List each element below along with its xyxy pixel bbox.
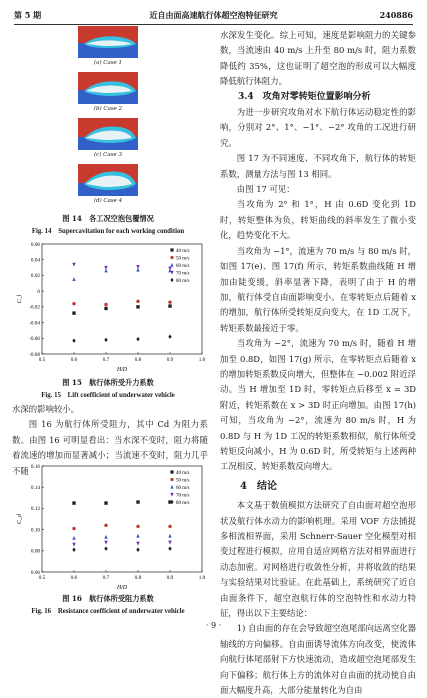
fig16-point — [72, 543, 75, 547]
fig16-point — [72, 527, 75, 530]
fig16-point — [72, 536, 75, 540]
paragraph: 本文基于数值模拟方法研究了自由面对超空泡形状及航行体水动力的影响机理。采用 VOF 方法捕捉多相流相界面，采用 Schnerr-Sauer 空化模型对相变过程进行模拟，应用自适应网格方法对相界面进行动态加密。对网格进行收敛性分析，并将收敛的结果与实验结果对比验证。在此基础上，系统研究了近自由面条件下，超空泡航行体的空泡特性和水动力特征，得出以下主要结论： — [220, 500, 416, 619]
paragraph: 为进一步研究攻角对水下航行体运动稳定性的影响，分别对 2°、1°、−1°、−2° 攻角的工况进行研究。 — [220, 107, 416, 148]
fig15-lift-chart — [16, 240, 206, 374]
right-column-text — [220, 28, 416, 698]
fig16-legend-label: 50 m/s — [176, 478, 190, 484]
fig16-legend-label: 80 m/s — [176, 501, 190, 506]
fig16-y-tick-label: 0.16 — [30, 463, 40, 470]
fig16-caption-cn: 图 16 航行体所受阻力系数 — [62, 594, 154, 603]
fig15-point — [136, 305, 139, 308]
fig16-x-tick-label: 1.0 — [198, 575, 206, 581]
header-rule — [14, 24, 413, 25]
fig15-x-tick-label: 1.0 — [198, 357, 206, 363]
fig16-y-tick-label: 0.10 — [30, 527, 40, 534]
paragraph: 当攻角为 2° 和 1°，H 由 0.6D 变化到 1D 时，转矩整体为负，转矩曲线的斜率发生了微小变化，趋势变化不大。 — [220, 199, 416, 241]
fig16-y-tick-label: 0.14 — [30, 485, 40, 491]
fig16-legend-marker — [170, 478, 173, 481]
fig15-x-tick-label: 0.8 — [134, 357, 142, 363]
fig15-point — [168, 304, 171, 307]
fig16-y-tick-label: 0.06 — [30, 569, 40, 576]
fig15-point — [104, 266, 107, 270]
fig16-legend-marker — [170, 493, 173, 497]
fig15-caption-cn: 图 15 航行体所受升力系数 — [62, 378, 154, 387]
paragraph: 当攻角为 −1°，流速为 70 m/s 与 80 m/s 时，如图 17(e)、图 17(f) 所示，转矩系数曲线随 H 增加由陡变缓，斜率显著下降，表明了由于 H 的增加，航行体受自由面影响变小。在零转矩点后随着 x 的增加，航行体所受转矩反向变大，在 1D 工况下，转矩系数最接近于零。 — [220, 245, 416, 333]
paragraph: 水深的影响较小。 — [12, 404, 79, 414]
fig16-x-tick-label: 0.6 — [70, 575, 78, 581]
fig15-point — [72, 338, 75, 342]
fig15-point — [136, 300, 139, 303]
fig16-point — [136, 534, 139, 538]
case-1-image — [78, 26, 138, 58]
fig16-point — [104, 501, 107, 504]
fig15-point — [104, 307, 107, 310]
fig15-legend-marker — [170, 278, 173, 282]
fig16-point — [104, 546, 107, 550]
section-heading-4: 4 结论 — [240, 480, 277, 492]
paragraph: 1) 自由面的存在会导致超空泡尾部向远离空化器轴线的方向偏移。自由面诱导流体方向改变，使流体向航行体尾部射下方快速流动，造成超空泡尾部发生向下偏移；航行体上方的流体对自由面的扰动使自由面大幅度升高，大部分能量转化为自由 — [220, 623, 416, 696]
fig15-x-tick-label: 0.9 — [166, 357, 174, 363]
fig15-x-axis-label: H/D — [117, 367, 127, 373]
fig15-legend-marker — [170, 248, 173, 251]
fig16-x-axis-label: H/D — [117, 585, 127, 591]
paragraph: 图 17 为不同速度、不同攻角下，航行体的转矩系数，测量方法与图 13 相同。 — [220, 153, 416, 179]
section-heading-3-4: 3.4 攻角对零转矩位置影响分析 — [238, 91, 371, 102]
fig16-legend-label: 70 m/s — [176, 493, 190, 499]
fig15-point — [72, 311, 75, 314]
fig16-point — [168, 525, 171, 528]
fig15-point — [72, 263, 75, 267]
fig16-point — [136, 548, 139, 552]
fig15-legend-label: 80 m/s — [176, 279, 190, 284]
fig15-x-tick-label: 0.5 — [38, 357, 46, 363]
fig15-point — [168, 267, 171, 271]
fig16-x-tick-label: 0.5 — [38, 575, 46, 581]
running-title: 近自由面高速航行体超空泡特征研究 — [149, 10, 278, 20]
paragraph: 由图 17 可见： — [236, 184, 295, 195]
fig15-legend-label: 40 m/s — [176, 249, 190, 254]
fig15-x-tick-label: 0.7 — [102, 357, 110, 363]
fig16-resistance-chart — [16, 462, 206, 592]
fig15-y-tick-label: 0 — [37, 288, 40, 295]
fig16-point — [104, 535, 107, 539]
fig15-legend-label: 60 m/s — [176, 264, 190, 269]
page-number: · 9 · — [205, 621, 222, 630]
fig15-y-tick-label: 0.02 — [30, 273, 40, 280]
fig15-point — [104, 303, 107, 306]
fig15-point — [136, 265, 139, 269]
case-4-label: (d) Case 4 — [93, 198, 123, 204]
fig15-point — [72, 277, 75, 281]
fig15-y-tick-label: 0.06 — [30, 241, 40, 248]
fig15-point — [168, 300, 171, 303]
cavity-images — [78, 26, 138, 212]
fig14-caption-cn: 图 14 各工况空泡包覆情况 — [62, 214, 154, 223]
fig16-legend-label: 60 m/s — [176, 486, 190, 491]
paragraph: 当攻角为 −2°，流速为 70 m/s 时，随着 H 增加至 0.8D，如图 17(g) 所示，在零转矩点后随着 x 的增加转矩系数反向增大，但整体在 −0.002 附近浮动。当 H 增加至 1D 时，零转矩点后移至 x = 3D 附近，转矩系数在 x > 3D 时正向增加。由图 17(h) 可知，当攻角为 −2°，流速为 80 m/s 时，H 为 0.8D 与 H 为 1D 工况的转矩系数相似，航行体所受转矩反向减小，H 为 0.6D 时，所受转矩与上述两种工况相反，转矩系数反向增大。 — [220, 338, 416, 472]
fig16-point — [136, 500, 139, 503]
fig15-y-axis-label: C_l — [17, 294, 23, 304]
fig16-point — [136, 525, 139, 528]
fig16-legend-label: 40 m/s — [176, 471, 190, 476]
paragraph: 水深发生变化。综上可知，速度是影响阻力的关键参数，当流速由 40 m/s 上升至 80 m/s 时，阻力系数降低约 35%，这也证明了超空泡的形成可以大幅度降低航行体阻力。 — [220, 30, 416, 87]
fig15-legend-marker — [170, 271, 173, 275]
page-header — [14, 8, 413, 22]
fig16-y-axis-label: C_d — [17, 513, 23, 525]
fig16-y-tick-label: 0.08 — [30, 548, 40, 555]
fig16-point — [168, 534, 171, 538]
fig16-point — [72, 548, 75, 552]
fig15-point — [104, 338, 107, 342]
fig16-x-tick-label: 0.8 — [134, 575, 142, 581]
fig15-legend-label: 70 m/s — [176, 271, 190, 277]
fig16-point — [136, 542, 139, 546]
case-3-label: (c) Case 3 — [94, 152, 122, 158]
fig16-x-tick-label: 0.7 — [102, 575, 110, 581]
article-id: 240886 — [379, 10, 413, 20]
case-2-image — [78, 72, 138, 104]
fig15-y-tick-label: -0.08 — [29, 351, 40, 358]
fig16-caption-en: Fig. 16 Resistance coefficient of underwater vehicle — [31, 608, 185, 615]
case-4-image — [78, 164, 138, 196]
fig15-legend-label: 50 m/s — [176, 256, 190, 262]
fig16-y-tick-label: 0.12 — [30, 506, 40, 513]
fig16-point — [104, 524, 107, 527]
fig15-y-tick-label: -0.06 — [29, 336, 40, 343]
fig15-point — [168, 335, 171, 339]
fig15-point — [136, 337, 139, 341]
fig16-x-tick-label: 0.9 — [166, 575, 174, 581]
case-3-image — [78, 118, 138, 150]
fig15-x-tick-label: 0.6 — [70, 357, 78, 363]
fig15-legend-marker — [170, 256, 173, 259]
paragraph: 图 16 为航行体所受阻力，其中 Cd 为阻力系数。由图 16 可明显看出：当水深不变时，阻力将随着流速的增加而显著减小；当流速不变时，阻力几乎不随 — [12, 419, 208, 476]
issue-number: 第 5 期 — [14, 10, 42, 20]
fig16-point — [168, 546, 171, 550]
fig16-point — [72, 501, 75, 504]
fig16-legend-marker — [170, 485, 173, 489]
fig15-point — [72, 302, 75, 305]
case-2-label: (b) Case 2 — [93, 106, 123, 112]
fig15-y-tick-label: 0.04 — [30, 257, 40, 264]
fig15-y-tick-label: -0.02 — [29, 304, 40, 311]
fig15-legend-marker — [170, 263, 173, 267]
fig14-caption-en: Fig. 14 Supercavitation for each working condition — [31, 228, 185, 235]
case-1-label: (a) Case 1 — [93, 60, 123, 66]
fig16-point — [168, 541, 171, 545]
fig15-y-tick-label: -0.04 — [29, 320, 40, 327]
fig16-point — [104, 541, 107, 545]
fig15-caption-en: Fig. 15 Lift coefficient of underwater vehicle — [41, 392, 175, 399]
figure-14 — [78, 26, 138, 216]
fig16-legend-marker — [170, 470, 173, 473]
